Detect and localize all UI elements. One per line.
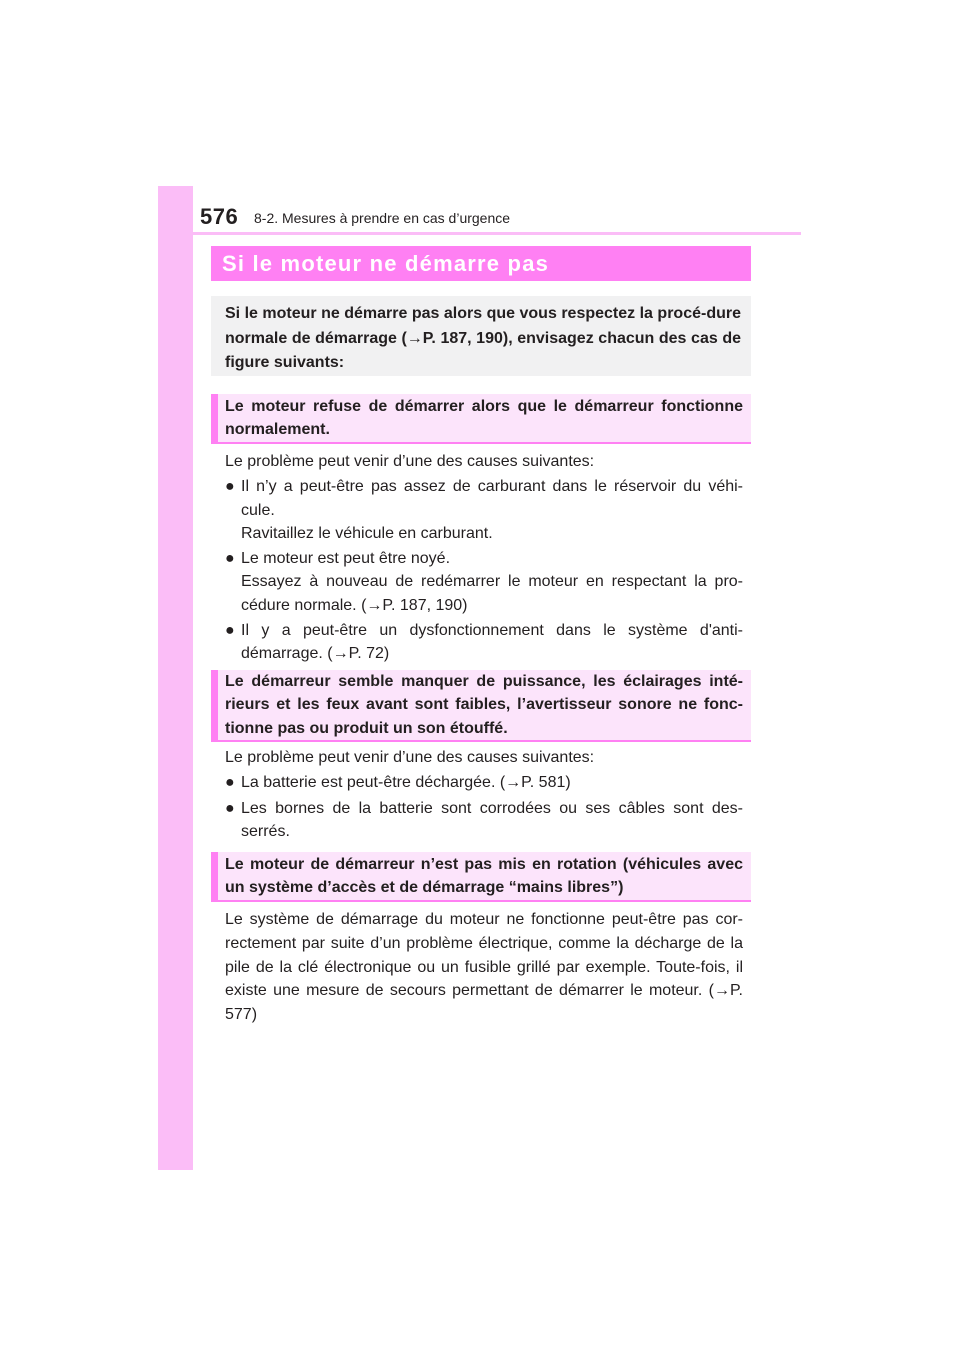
case-2-body	[225, 746, 743, 843]
bullet-text: Le moteur est peut être noyé.	[241, 550, 451, 568]
bullet-note: Essayez à nouveau de redémarrer le moteur en respectant la pro-cédure normale. (→P. 187, 190)	[241, 573, 743, 614]
case-2-lead: Le problème peut venir d’une des causes suivantes:	[225, 749, 595, 766]
intro-box	[211, 296, 751, 376]
intro-text: Si le moteur ne démarre pas alors que vous respectez la procé-dure normale de démarrage (→P. 187, 190), envisagez chacun des cas de figure suivants:	[225, 305, 741, 371]
page-number: 576	[200, 204, 239, 229]
list-item	[225, 619, 743, 666]
case-3-heading-box	[211, 852, 751, 902]
list-item	[225, 797, 743, 844]
case-1-heading-box	[211, 394, 751, 444]
bullet-icon: ●	[225, 622, 235, 640]
chapter-side-tab	[158, 186, 193, 1170]
section-title: Si le moteur ne démarre pas	[222, 251, 550, 276]
bullet-text: Il y a peut-être un dysfonctionnement dans le système d'anti-démarrage. (→P. 72)	[241, 622, 743, 663]
bullet-icon: ●	[225, 478, 235, 496]
list-item	[225, 771, 743, 794]
header-rule	[193, 232, 801, 235]
case-1-heading: Le moteur refuse de démarrer alors que le démarreur fonctionne normalement.	[225, 397, 743, 438]
bullet-text: Les bornes de la batterie sont corrodées ou ses câbles sont des-serrés.	[241, 799, 743, 840]
bullet-icon: ●	[225, 799, 235, 817]
case-3-body	[225, 908, 743, 1027]
case-3-heading: Le moteur de démarreur n’est pas mis en rotation (véhicules avec un système d’accès et de démarrage “mains libres”)	[225, 855, 743, 896]
case-3-paragraph: Le système de démarrage du moteur ne fonctionne peut-être pas cor-rectement par suite d’un problème électrique, comme la décharge de la pile de la clé électronique ou un fusible grillé par exemple. Toute-fois, il existe une mesure de secours permettant de démarrer le moteur. (→P. 577)	[225, 911, 743, 1024]
bullet-note: Ravitaillez le véhicule en carburant.	[241, 524, 493, 542]
bullet-text: Il n’y a peut-être pas assez de carburant dans le réservoir du véhi-cule.	[241, 478, 743, 519]
case-2-heading: Le démarreur semble manquer de puissance, les éclairages inté-rieurs et les feux avant sont faibles, l’avertisseur sonore ne fonc-tionne pas ou produit un son étouffé.	[225, 672, 743, 737]
list-item	[225, 547, 743, 617]
list-item	[225, 475, 743, 545]
bullet-icon: ●	[225, 774, 235, 792]
section-banner	[211, 246, 751, 281]
case-1-body	[225, 450, 743, 666]
bullet-text: La batterie est peut-être déchargée. (→P. 581)	[241, 774, 571, 792]
bullet-icon: ●	[225, 550, 235, 568]
case-1-lead: Le problème peut venir d’une des causes suivantes:	[225, 453, 595, 470]
chapter-title: 8-2. Mesures à prendre en cas d’urgence	[254, 210, 511, 226]
case-2-heading-box	[211, 670, 751, 742]
